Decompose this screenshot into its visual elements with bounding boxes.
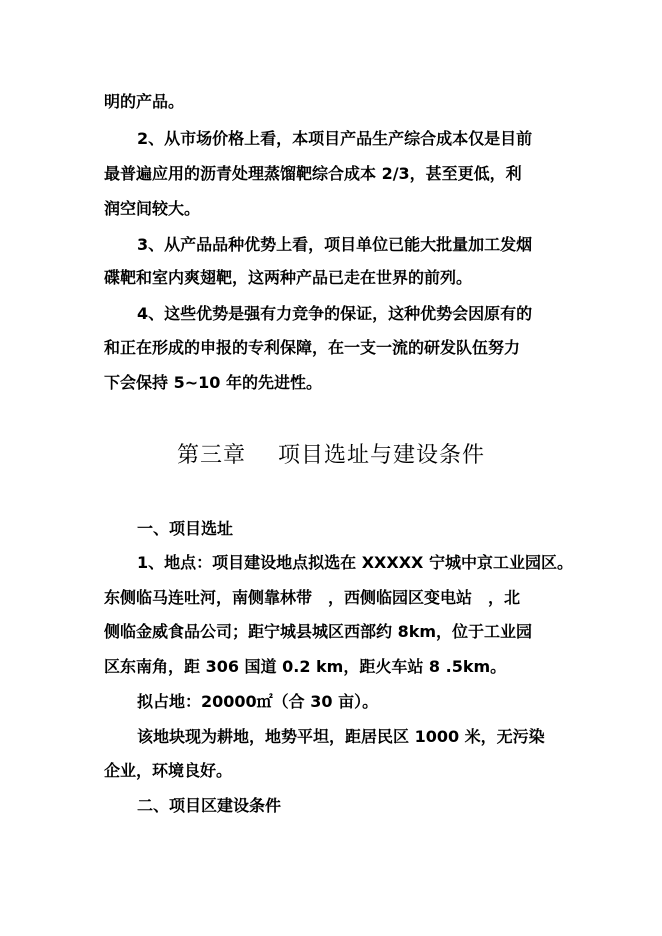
paragraph-line: 3、从产品品种优势上看，项目单位已能大批量加工发烟 <box>137 235 533 254</box>
paragraph-line: 最普遍应用的沥青处理蒸馏靶综合成本 2/3，甚至更低，利 <box>104 164 522 183</box>
section-heading: 一、项目选址 <box>137 519 234 538</box>
chapter-heading <box>0 442 662 470</box>
section-heading: 二、项目区建设条件 <box>137 796 282 815</box>
paragraph-line: 碟靶和室内爽翅靶，这两种产品已走在世界的前列。 <box>104 268 473 287</box>
paragraph-line: 侧临金威食品公司；距宁城县城区西部约 8km，位于工业园 <box>104 622 533 641</box>
paragraph-line: 下会保持 5~10 年的先进性。 <box>104 373 322 392</box>
chapter-title: 项目选址与建设条件 <box>278 443 486 468</box>
paragraph-line: 和正在形成的申报的专利保障，在一支一流的研发队伍努力 <box>104 338 521 357</box>
paragraph-line: 明的产品。 <box>104 92 185 111</box>
paragraph-line: 该地块现为耕地，地势平坦，距居民区 1000 米，无污染 <box>137 727 545 746</box>
paragraph-line: 2、从市场价格上看，本项目产品生产综合成本仅是目前 <box>137 129 533 148</box>
paragraph-line: 东侧临马连吐河，南侧靠林带 ，西侧临园区变电站 ，北 <box>104 588 521 607</box>
paragraph-line: 企业，环境良好。 <box>104 761 233 780</box>
paragraph-line: 拟占地：20000㎡（合 30 亩）。 <box>137 692 379 711</box>
chapter-number: 第三章 <box>176 443 246 468</box>
paragraph-line: 4、这些优势是强有力竞争的保证，这种优势会因原有的 <box>137 304 533 323</box>
paragraph-line: 区东南角，距 306 国道 0.2 km，距火车站 8 .5km。 <box>104 657 507 676</box>
paragraph-line: 润空间较大。 <box>104 199 201 218</box>
paragraph-line: 1、地点：项目建设地点拟选在 XXXXX 宁城中京工业园区。 <box>137 553 573 572</box>
